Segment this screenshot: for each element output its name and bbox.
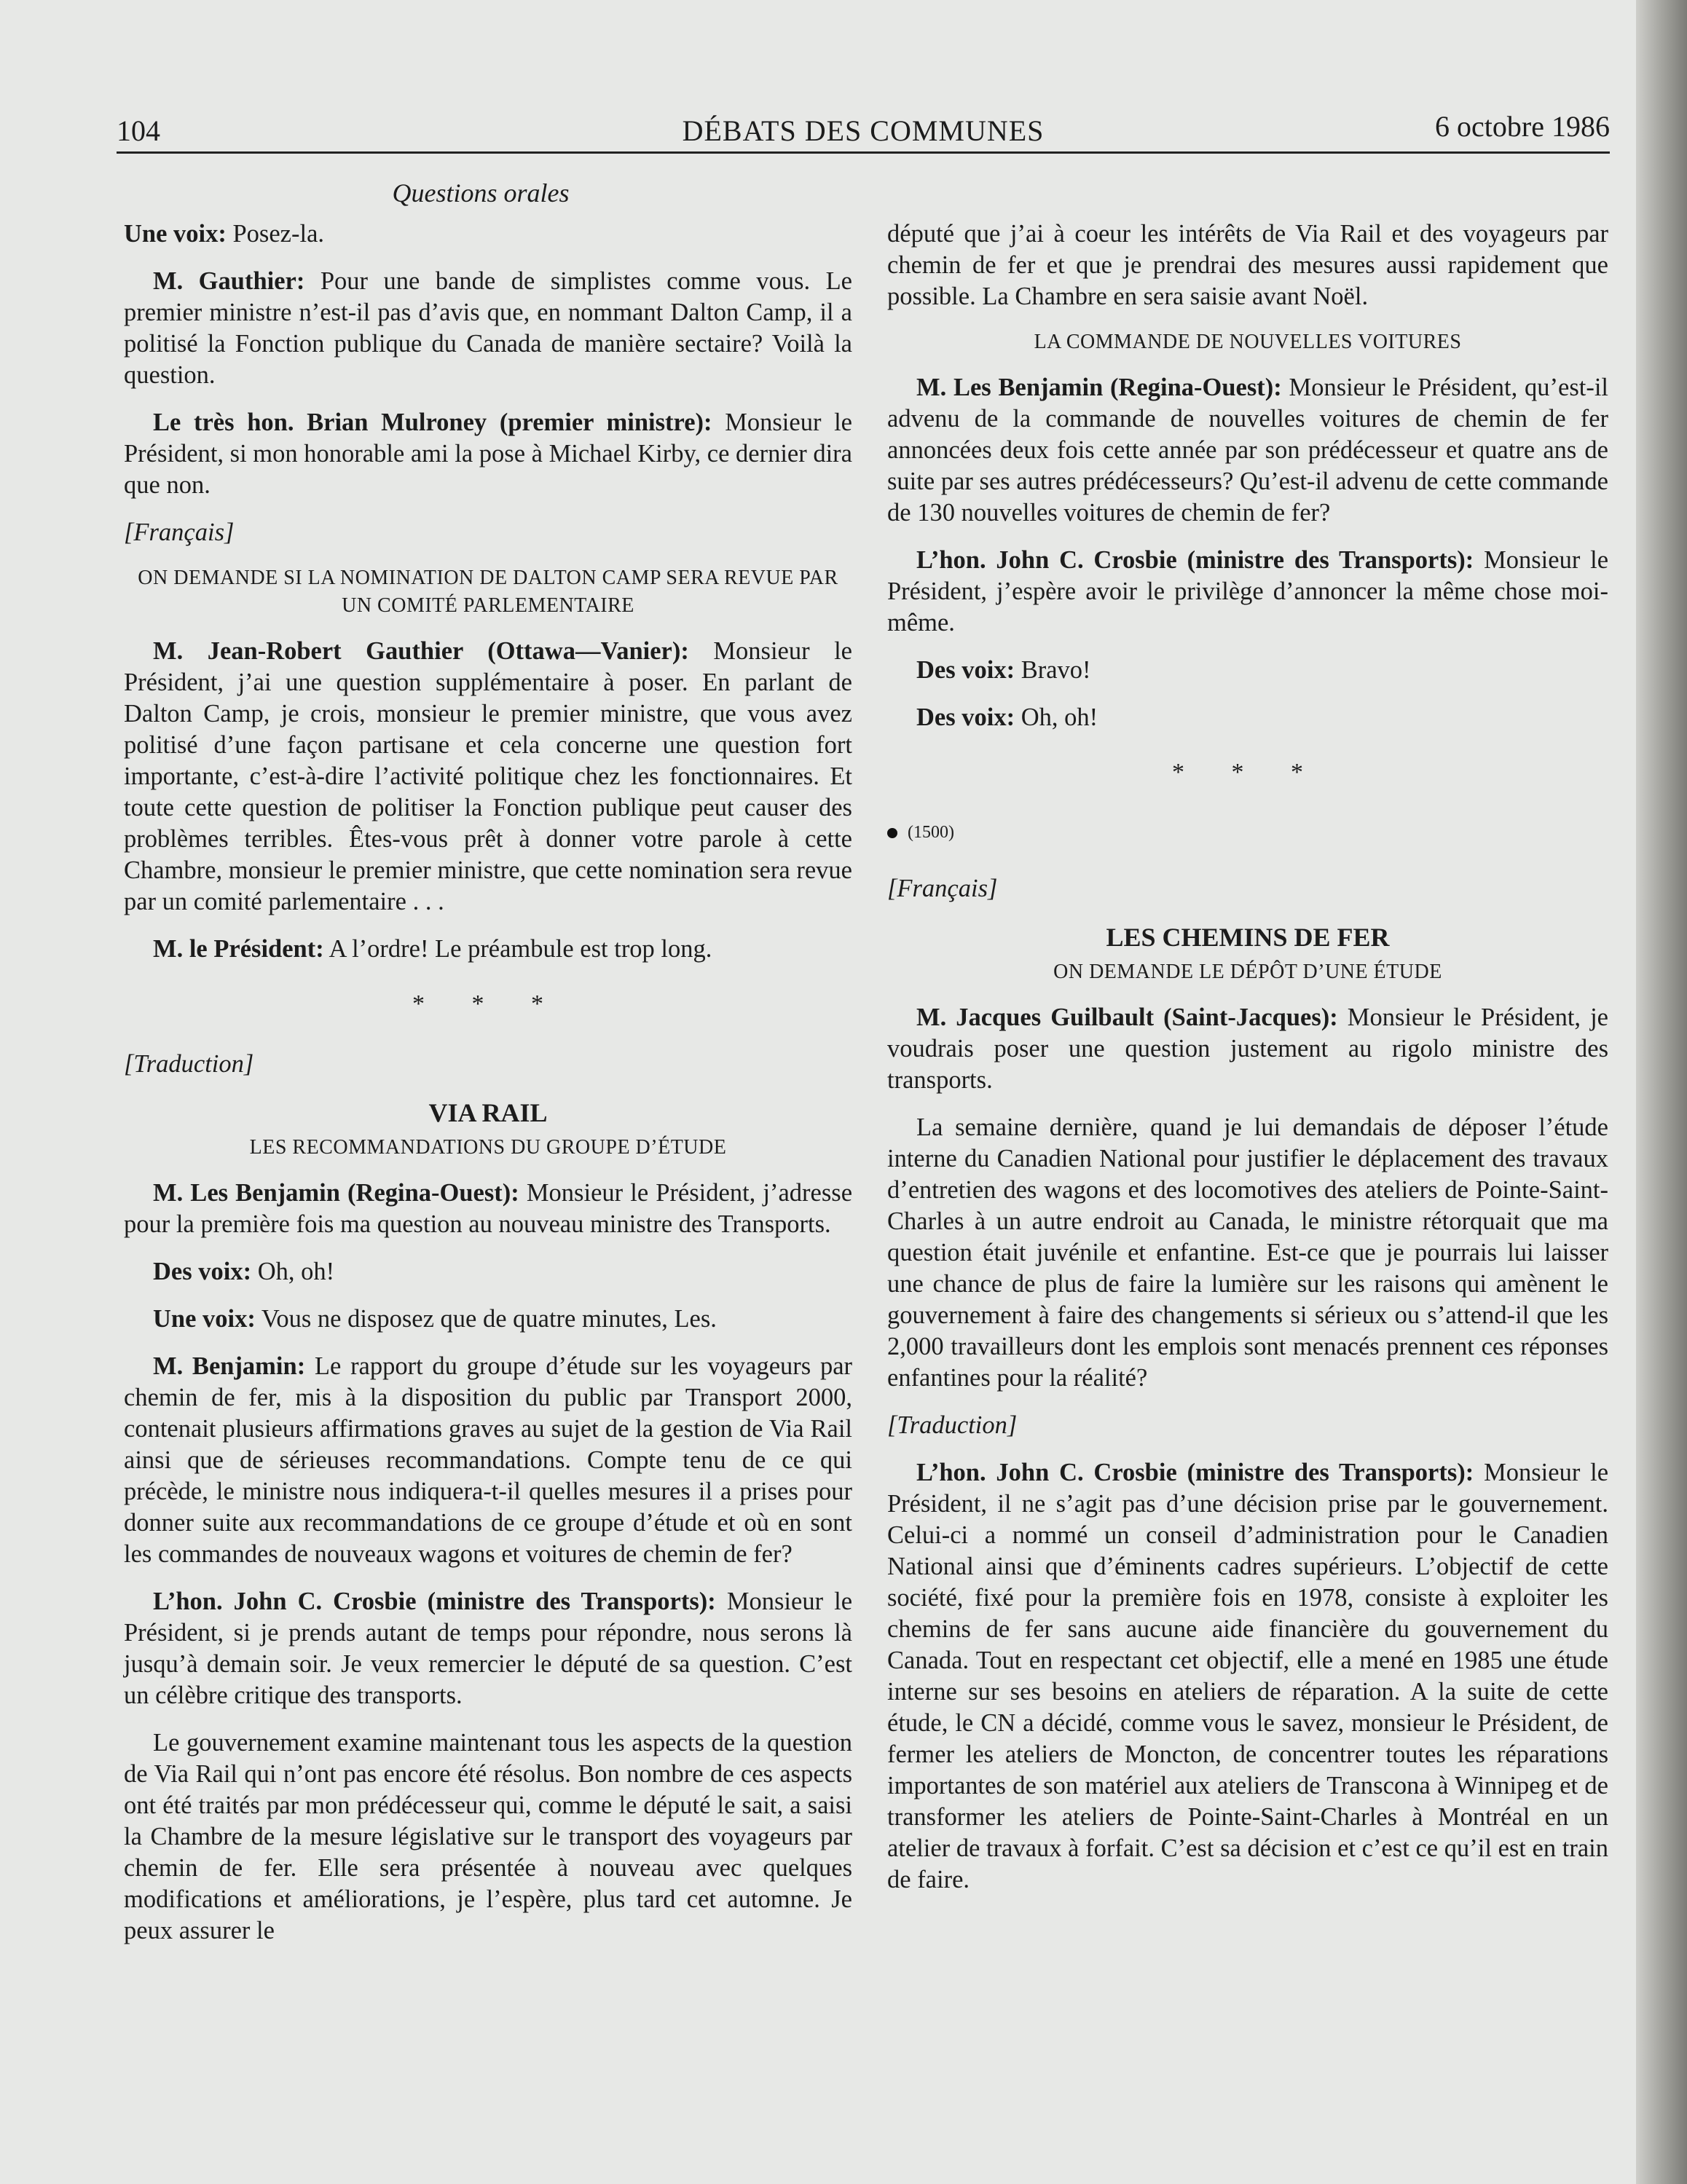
paragraph [124, 218, 852, 250]
paragraph [124, 636, 852, 918]
speaker: Une voix: [124, 220, 227, 248]
paragraph: La semaine dernière, quand je lui demandais de déposer l’étude interne du Canadien National pour justifier le déplacement des travaux d’entretien des wagons et des locomotives des ateliers de Pointe-Saint-Charles à un autre endroit au Canada, le ministre rétorquait que ma question était juvénile et enfantine. Est-ce que je pourrais lui laisser une chance de plus de faire la lumière sur les raisons qui amènent le gouvernement à faire des changements si sérieux ou s’attend-il que les 2,000 travailleurs dont les emplois sont menacés prennent ces réponses enfantines pour la réalité? [887, 1113, 1608, 1392]
speech-text: Pour une bande de simplistes comme vous. Le premier ministre n’est-il pas d’avis que, en nommant Dalton Camp, il a politisé la Fonction publique du Canada de manière sectaire? Voilà la question. [124, 267, 852, 389]
speaker: L’hon. John C. Crosbie (ministre des Transports): [916, 1459, 1474, 1486]
language-marker: [Français] [124, 519, 235, 546]
paragraph: député que j’ai à coeur les intérêts de Via Rail et des voyageurs par chemin de fer et que je prendrai des mesures aussi rapidement que possible. La Chambre en sera saisie avant Noël. [887, 220, 1608, 310]
header-rule [117, 151, 1610, 154]
page-number: 104 [117, 114, 160, 147]
subheading: LA COMMANDE DE NOUVELLES VOITURES [1034, 331, 1462, 353]
speech-text: Posez-la. [226, 220, 325, 248]
language-marker: [Traduction] [124, 1050, 254, 1078]
paragraph [887, 655, 1608, 686]
paragraph [124, 1351, 852, 1570]
speaker: Des voix: [916, 703, 1015, 731]
left-column [124, 218, 852, 1963]
speaker: M. Les Benjamin (Regina-Ouest): [916, 374, 1282, 401]
speaker: M. Jean-Robert Gauthier (Ottawa—Vanier): [153, 637, 689, 665]
paragraph [124, 1304, 852, 1335]
paragraph [124, 266, 852, 391]
speech-text: Monsieur le Président, si mon honorable ami la pose à Michael Kirby, ce dernier dira que non. [124, 409, 852, 499]
speech-text: Oh, oh! [251, 1258, 335, 1285]
paragraph [887, 1457, 1608, 1896]
speaker: Le très hon. Brian Mulroney (premier ministre): [153, 409, 712, 436]
speech-text: A l’ordre! Le préambule est trop long. [323, 935, 712, 963]
right-column [887, 218, 1608, 1912]
topic-heading: VIA RAIL [428, 1098, 548, 1127]
speech-text: Monsieur le Président, qu’est-il advenu de la commande de nouvelles voitures de chemin de fer annoncées deux fois cette année par son prédécesseur et quatre ans de suite par ses autres prédécesseurs? Qu’est-il advenu de cette commande de 130 nouvelles voitures de chemin de fer? [887, 374, 1608, 527]
speaker: L’hon. John C. Crosbie (ministre des Transports): [916, 546, 1474, 574]
speech-text: Monsieur le Président, il ne s’agit pas d’une décision prise par le gouvernement. Celui-ci a nommé un conseil d’administration pour le Canadien National ainsi que d’éminents cadres supérieurs. L’objectif de cette société, fixé pour la première fois en 1978, consiste à exploiter les chemins de fer sans aucune aide financière du gouvernement du Canada. Tout en respectant cet objectif, elle a mené en 1985 une étude interne sur ses besoins en ateliers de réparation. A la suite de cette étude, le CN a décidé, comme vous le savez, monsieur le Président, de fermer les ateliers de Moncton, de concentrer toutes les réparations importantes de son matériel aux ateliers de Transcona à Winnipeg et de transformer les ateliers de Pointe-Saint-Charles à Montréal en un atelier de travaux à forfait. C’est sa décision et c’est ce qu’il est en train de faire. [887, 1459, 1609, 1893]
speaker: Des voix: [916, 656, 1015, 684]
time-marker [887, 817, 1608, 848]
book-spine-shadow [1636, 0, 1687, 2184]
subheading: LES RECOMMANDATIONS DU GROUPE D’ÉTUDE [249, 1136, 727, 1159]
paragraph: Le gouvernement examine maintenant tous les aspects de la question de Via Rail qui n’ont pas encore été résolus. Bon nombre de ces aspects ont été traités par mon prédécesseur qui, comme le député le sait, a saisi la Chambre de la mesure législative sur le transport des voyageurs par chemin de fer. Elle sera présentée à nouveau avec quelques modifications et améliorations, je l’espère, plus tard cet automne. Je peux assurer le [124, 1729, 852, 1944]
section-heading: Questions orales [392, 178, 570, 208]
paragraph [887, 702, 1608, 733]
speaker: Des voix: [153, 1258, 252, 1285]
paragraph [124, 934, 852, 965]
time-stamp: (1500) [908, 823, 954, 842]
paragraph [887, 545, 1608, 639]
speaker: Une voix: [153, 1305, 256, 1333]
bullet-icon [887, 828, 897, 838]
speaker: M. Gauthier: [153, 267, 305, 295]
paragraph [124, 1586, 852, 1711]
subheading: ON DEMANDE LE DÉPÔT D’UNE ÉTUDE [1053, 961, 1442, 983]
speech-text: Vous ne disposez que de quatre minutes, Les. [255, 1305, 717, 1333]
speaker: M. le Président: [153, 935, 324, 963]
paragraph [887, 1002, 1608, 1096]
speech-text: Oh, oh! [1015, 703, 1098, 731]
page-date: 6 octobre 1986 [1435, 110, 1610, 143]
paragraph [124, 1256, 852, 1288]
speech-text: Monsieur le Président, j’adresse pour la première fois ma question au nouveau ministre des Transports. [124, 1179, 853, 1238]
page-header [117, 109, 1610, 153]
publication-title: DÉBATS DES COMMUNES [682, 114, 1045, 147]
section-separator: * * * [1172, 759, 1324, 786]
language-marker: [Français] [887, 875, 998, 902]
speaker: M. Les Benjamin (Regina-Ouest): [153, 1179, 519, 1207]
speech-text: Monsieur le Président, si je prends autant de temps pour répondre, nous serons là jusqu’à demain soir. Je veux remercier le député de sa question. C’est un célèbre critique des transports. [124, 1588, 853, 1709]
paragraph [887, 372, 1608, 529]
speech-text: Le rapport du groupe d’étude sur les voyageurs par chemin de fer, mis à la disposition du public par Transport 2000, contenait plusieurs affirmations graves au sujet de la gestion de Via Rail ainsi que de sérieuses recommandations. Compte tenu de ce qui précède, le ministre nous indiquera-t-il quelles mesures il a prises pour donner suite aux recommandations de ce groupe d’étude et où en sont les commandes de nouveaux wagons et voitures de chemin de fer? [124, 1352, 852, 1568]
speech-text: Monsieur le Président, j’ai une question supplémentaire à poser. En parlant de Dalton Camp, je crois, monsieur le premier ministre, que vous avez politisé d’une façon partisane et cela concerne une question fort importante, c’est-à-dire l’activité politique chez les fonctionnaires. Et toute cette question de politiser la Fonction publique peut causer des problèmes terribles. Êtes-vous prêt à donner votre parole à cette Chambre, monsieur le premier ministre, que cette nomination sera revue par un comité parlementaire . . . [124, 637, 852, 915]
topic-heading: LES CHEMINS DE FER [1106, 923, 1390, 952]
section-separator: * * * [412, 990, 564, 1017]
speaker: M. Benjamin: [153, 1352, 306, 1380]
speech-text: Monsieur le Président, je voudrais poser une question justement au rigolo ministre des transports. [887, 1004, 1608, 1094]
subheading: ON DEMANDE SI LA NOMINATION DE DALTON CAMP SERA REVUE PAR UN COMITÉ PARLEMENTAIRE [138, 567, 838, 617]
speech-text: Bravo! [1015, 656, 1091, 684]
paragraph [124, 407, 852, 501]
paragraph [124, 1178, 852, 1240]
speech-text: Monsieur le Président, j’espère avoir le privilège d’annoncer la même chose moi-même. [887, 546, 1609, 636]
speaker: M. Jacques Guilbault (Saint-Jacques): [916, 1004, 1338, 1031]
language-marker: [Traduction] [887, 1411, 1018, 1439]
speaker: L’hon. John C. Crosbie (ministre des Transports): [153, 1588, 716, 1615]
